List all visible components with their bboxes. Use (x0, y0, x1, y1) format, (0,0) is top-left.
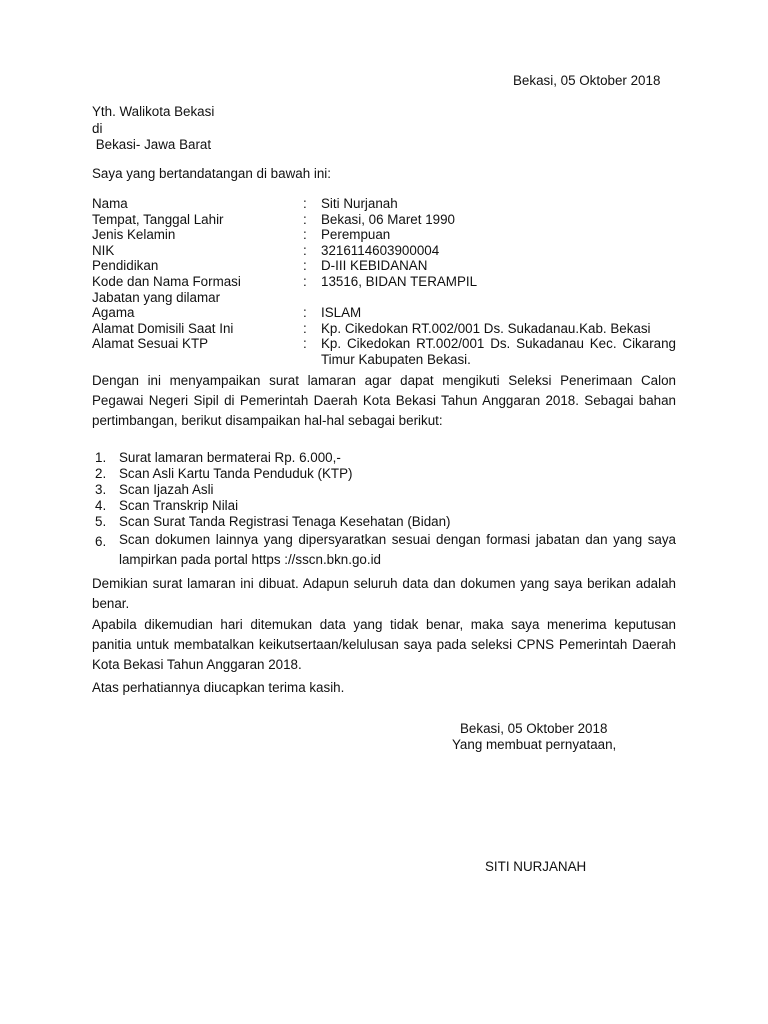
recipient-line: di (92, 120, 103, 136)
list-item (92, 514, 676, 530)
field-colon: : (303, 242, 307, 258)
field-colon: : (303, 305, 307, 321)
field-label: Jabatan yang dilamar (92, 289, 221, 305)
field-label: Alamat Sesuai KTP (92, 336, 209, 352)
field-colon: : (303, 273, 307, 289)
paragraph-consequence: Apabila dikemudian hari ditemukan data yang tidak benar, maka saya menerima keputusan panitia untuk membatalkan keikutsertaan/kelulusan saya pada seleksi CPNS Pemerintah Daerah Kota Bekasi Tahun Anggaran 2018. (92, 617, 676, 672)
field-row (92, 336, 676, 367)
field-row (92, 212, 676, 228)
list-text: Scan Ijazah Asli (119, 482, 214, 497)
field-label: NIK (92, 242, 115, 258)
field-label: Alamat Domisili Saat Ini (92, 320, 234, 336)
list-item (92, 466, 676, 482)
field-row (92, 243, 676, 259)
field-row (92, 290, 676, 306)
list-number: 3. (95, 482, 107, 497)
list-text: Scan Surat Tanda Registrasi Tenaga Kesehatan (Bidan) (119, 514, 451, 529)
list-number: 6. (95, 534, 107, 549)
field-colon: : (303, 227, 307, 243)
field-colon: : (303, 211, 307, 227)
field-label: Jenis Kelamin (92, 227, 176, 243)
place-date-bottom: Bekasi, 05 Oktober 2018 (460, 721, 608, 736)
paragraph-thanks: Atas perhatiannya diucapkan terima kasih. (92, 680, 345, 695)
field-value: Perempuan (321, 227, 391, 243)
place-date-top: Bekasi, 05 Oktober 2018 (513, 73, 661, 88)
list-number: 1. (95, 450, 107, 465)
list-text: Scan Transkrip Nilai (119, 498, 239, 513)
field-row (92, 227, 676, 243)
field-value: ISLAM (321, 305, 362, 321)
field-row (92, 274, 676, 290)
list-number: 2. (95, 466, 107, 481)
field-row (92, 305, 676, 321)
list-number: 5. (95, 514, 107, 529)
list-item (92, 530, 676, 570)
field-colon: : (303, 258, 307, 274)
signer-name: SITI NURJANAH (485, 859, 587, 874)
list-item (92, 498, 676, 514)
field-row (92, 196, 676, 212)
list-item (92, 450, 676, 466)
field-label: Nama (92, 196, 128, 211)
paragraph-intro-application: Dengan ini menyampaikan surat lamaran agar dapat mengikuti Seleksi Penerimaan Calon Pegawai Negeri Sipil di Pemerintah Daerah Kota Bekasi Tahun Anggaran 2018. Sebagai bahan pertimbangan, berikut disampaikan hal-hal sebagai berikut: (92, 373, 676, 428)
list-text: Scan dokumen lainnya yang dipersyaratkan sesuai dengan formasi jabatan dan yang saya lampirkan pada portal https ://sscn.bkn.go.id (119, 532, 676, 567)
field-label: Pendidikan (92, 258, 159, 274)
intro-text: Saya yang bertandatangan di bawah ini: (92, 166, 331, 181)
field-value: 3216114603900004 (321, 242, 440, 258)
recipient-line: Yth. Walikota Bekasi (92, 104, 215, 119)
list-text: Surat lamaran bermaterai Rp. 6.000,- (119, 450, 341, 465)
field-colon: : (303, 196, 307, 211)
field-row (92, 321, 676, 337)
field-value: D-III KEBIDANAN (321, 258, 428, 274)
field-value: Bekasi, 06 Maret 1990 (321, 211, 455, 227)
field-label: Tempat, Tanggal Lahir (92, 211, 224, 227)
list-number: 4. (95, 498, 107, 513)
field-value: Kp. Cikedokan RT.002/001 Ds. Sukadanau Kec. Cikarang Timur Kabupaten Bekasi. (321, 336, 676, 367)
field-row (92, 258, 676, 274)
paragraph-declaration: Demikian surat lamaran ini dibuat. Adapun seluruh data dan dokumen yang saya berikan adalah benar. (92, 576, 676, 611)
recipient-line: Bekasi- Jawa Barat (92, 137, 212, 152)
field-colon: : (303, 320, 307, 336)
field-label: Kode dan Nama Formasi (92, 273, 241, 289)
closing-text: Yang membuat pernyataan, (452, 737, 617, 752)
list-text: Scan Asli Kartu Tanda Penduduk (KTP) (119, 466, 353, 481)
field-value: Kp. Cikedokan RT.002/001 Ds. Sukadanau.Kab. Bekasi (321, 320, 651, 336)
field-colon: : (303, 336, 307, 352)
applicant-data-table (92, 196, 676, 367)
field-value: 13516, BIDAN TERAMPIL (321, 273, 478, 289)
list-item (92, 482, 676, 498)
field-value: Siti Nurjanah (321, 196, 398, 211)
attachment-list (92, 450, 676, 570)
field-label: Agama (92, 305, 135, 321)
recipient-address (92, 104, 214, 154)
